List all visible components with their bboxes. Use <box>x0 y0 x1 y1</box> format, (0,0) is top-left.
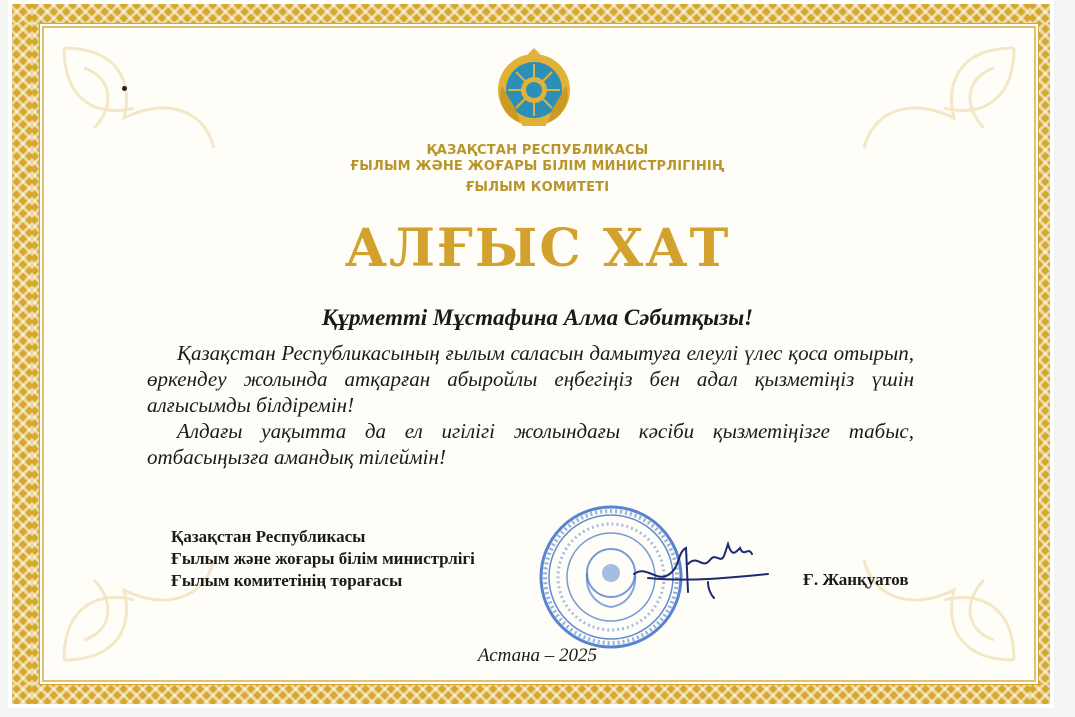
kazakhstan-state-emblem-icon <box>492 46 576 130</box>
signatory-line-2: Ғылым және жоғары білім министрлігі <box>171 549 475 568</box>
place-and-year: Астана – 2025 <box>477 645 598 666</box>
organization-line-1: ҚАЗАҚСТАН РЕСПУБЛИКАСЫ <box>426 143 649 158</box>
signatory-line-1: Қазақстан Республикасы <box>171 527 366 546</box>
organization-line-2: ҒЫЛЫМ ЖӘНЕ ЖОҒАРЫ БІЛІМ МИНИСТРЛІГІНІҢ <box>350 159 725 174</box>
ink-speck <box>122 86 127 91</box>
signatory-line-3: Ғылым комитетінің төрағасы <box>171 571 403 590</box>
handwritten-signature-icon <box>628 534 778 604</box>
recipient-greeting: Құрметті Мұстафина Алма Сәбитқызы! <box>321 305 754 330</box>
body-paragraph-1: Қазақстан Республикасының ғылым саласын дамытуға елеулі үлес қоса отырып, өркендеу жолында атқарған абыройлы еңбегіңіз бен адал қызметіңіз үшін алғысымды білдіремін! <box>147 341 914 417</box>
signatory-title-block <box>171 526 475 592</box>
signatory-name: Ғ. Жанқуатов <box>803 570 909 589</box>
certificate-body <box>147 340 914 470</box>
certificate-title: АЛҒЫС ХАТ <box>344 218 731 279</box>
body-paragraph-2: Алдағы уақытта да ел игілігі жолындағы кәсіби қызметіңізге табыс, отбасыңызға амандық тілеймін! <box>147 419 914 469</box>
organization-line-3: ҒЫЛЫМ КОМИТЕТІ <box>465 180 610 195</box>
